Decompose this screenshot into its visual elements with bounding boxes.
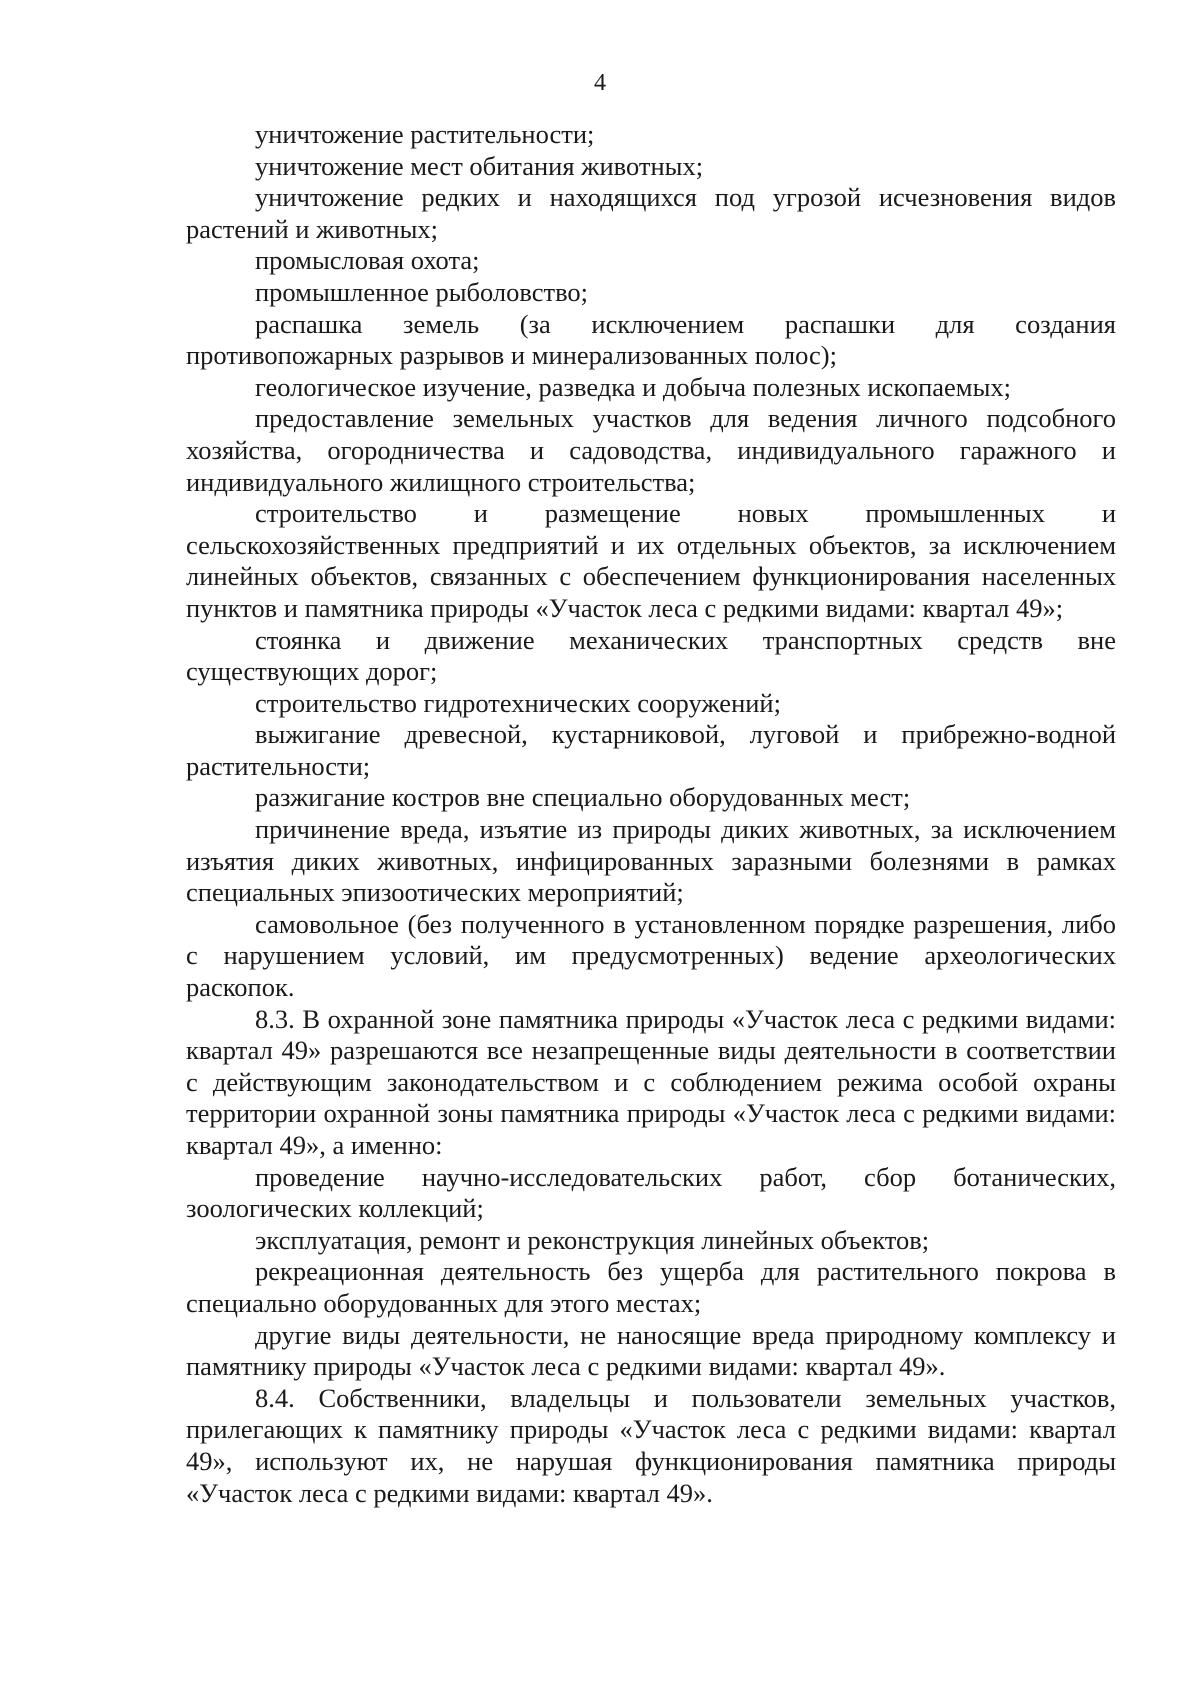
section-8-3-paragraph: 8.3. В охранной зоне памятника природы «Участок леса с редкими видами: квартал 49» разрешаются все незапрещенные виды деятельности в соответствии с действующим законодательством и с соблюдением режима особой охраны территории охранной зоны памятника природы «Участок леса с редкими видами: квартал 49», а именно: — [186, 1003, 1116, 1160]
paragraph: выжигание древесной, кустарниковой, луговой и прибрежно-водной растительности; — [186, 719, 1116, 781]
paragraph: промышленное рыболовство; — [255, 276, 589, 307]
paragraph: предоставление земельных участков для ведения личного подсобного хозяйства, огородничества и садоводства, индивидуального гаражного и индивидуального жилищного строительства; — [186, 403, 1116, 497]
paragraph: самовольное (без полученного в установленном порядке разрешения, либо с нарушением условий, им предусмотренных) ведение археологических раскопок. — [186, 908, 1116, 1003]
paragraph: другие виды деятельности, не наносящие вреда природному комплексу и памятнику природы «Участок леса с редкими видами: квартал 49». — [186, 1319, 1116, 1382]
paragraph: строительство гидротехнических сооружений; — [255, 687, 781, 718]
paragraph: строительство и размещение новых промышленных и сельскохозяйственных предприятий и их отдельных объектов, за исключением линейных объектов, связанных с обеспечением функционирования населенных пунктов и памятника природы «Участок леса с редкими видами: квартал 49»; — [186, 498, 1116, 623]
paragraph: разжигание костров вне специально оборудованных мест; — [255, 782, 911, 813]
paragraph: проведение научно-исследовательских работ, сбор ботанических, зоологических коллекций; — [186, 1161, 1116, 1224]
paragraph: уничтожение мест обитания животных; — [255, 150, 704, 181]
paragraph: геологическое изучение, разведка и добыча полезных ископаемых; — [255, 371, 1011, 402]
paragraph: рекреационная деятельность без ущерба для растительного покрова в специально оборудованных для этого местах; — [186, 1256, 1116, 1318]
paragraph: эксплуатация, ремонт и реконструкция линейных объектов; — [255, 1224, 930, 1255]
document-body — [186, 119, 1116, 1509]
paragraph: уничтожение растительности; — [255, 119, 595, 149]
page-number: 4 — [594, 70, 606, 96]
paragraph: причинение вреда, изъятие из природы диких животных, за исключением изъятия диких животных, инфицированных заразными болезнями в рамках специальных эпизоотических мероприятий; — [186, 814, 1116, 908]
paragraph: распашка земель (за исключением распашки для создания противопожарных разрывов и минерализованных полос); — [186, 308, 1116, 371]
paragraph: стоянка и движение механических транспортных средств вне существующих дорог; — [186, 624, 1116, 687]
paragraph: промысловая охота; — [255, 245, 480, 276]
paragraph: уничтожение редких и находящихся под угрозой исчезновения видов растений и животных; — [186, 182, 1116, 244]
section-8-4-paragraph: 8.4. Собственники, владельцы и пользователи земельных участков, прилегающих к памятнику природы «Участок леса с редкими видами: квартал 49», используют их, не нарушая функционирования памятника природы «Участок леса с редкими видами: квартал 49». — [186, 1382, 1116, 1508]
